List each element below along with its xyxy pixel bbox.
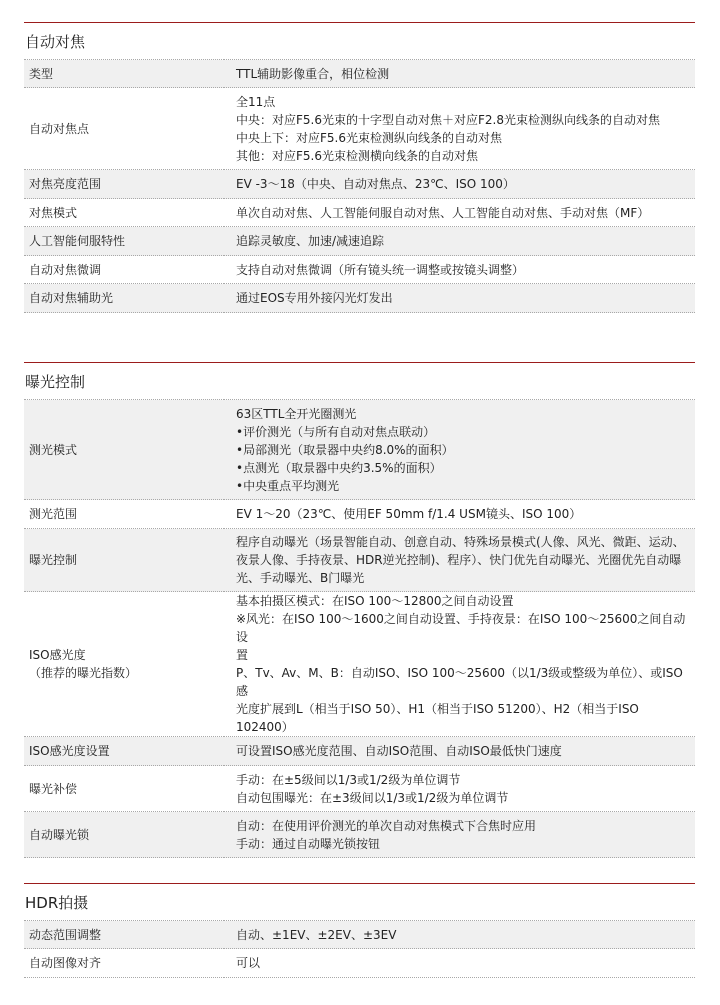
row-value: 63区TTL全开光圈测光 •评价测光（与所有自动对焦点联动） •局部测光（取景器中央约8.0%的面积） •点测光（取景器中央约3.5%的面积） •中央重点平均测光 — [224, 400, 695, 500]
row-value: 可以 — [224, 949, 695, 978]
row-label: 自动对焦辅助光 — [24, 284, 224, 313]
row-value: 可设置ISO感光度范围、自动ISO范围、自动ISO最低快门速度 — [224, 737, 695, 766]
row-value: 程序自动曝光（场景智能自动、创意自动、特殊场景模式(人像、风光、微距、运动、 夜景人像、手持夜景、HDR逆光控制)、程序）、快门优先自动曝光、光圈优先自动曝 光、手动曝光、B门曝光 — [224, 529, 695, 592]
row-label: ISO感光度设置 — [24, 737, 224, 766]
row-value: TTL辅助影像重合，相位检测 — [224, 60, 695, 88]
row-label: 自动对焦点 — [24, 88, 224, 170]
row-value: 支持自动对焦微调（所有镜头统一调整或按镜头调整） — [224, 256, 695, 284]
row-label: 人工智能伺服特性 — [24, 227, 224, 256]
section-title: 自动对焦 — [24, 22, 695, 59]
row-value: 通过EOS专用外接闪光灯发出 — [224, 284, 695, 313]
row-value: 追踪灵敏度、加速/减速追踪 — [224, 227, 695, 256]
table-row — [24, 400, 695, 500]
table-row — [24, 60, 695, 88]
row-label: 自动图像对齐 — [24, 949, 224, 978]
table-row — [24, 227, 695, 256]
row-label: 对焦模式 — [24, 199, 224, 227]
section-title: HDR拍摄 — [24, 883, 695, 920]
table-row — [24, 592, 695, 737]
row-value: 全11点 中央：对应F5.6光束的十字型自动对焦＋对应F2.8光束检测纵向线条的自动对焦 中央上下：对应F5.6光束检测纵向线条的自动对焦 其他：对应F5.6光束检测横向线条的自动对焦 — [224, 88, 695, 170]
row-label: 测光模式 — [24, 400, 224, 500]
row-value: EV 1～20（23℃、使用EF 50mm f/1.4 USM镜头、ISO 100） — [224, 500, 695, 529]
table-row — [24, 500, 695, 529]
table-row — [24, 921, 695, 949]
spec-table — [24, 920, 695, 978]
row-label: 动态范围调整 — [24, 921, 224, 949]
table-row — [24, 170, 695, 199]
row-value: 基本拍摄区模式：在ISO 100～12800之间自动设置 ※风光：在ISO 100～1600之间自动设置、手持夜景：在ISO 100～25600之间自动设 置 P、Tv、Av、M、B：自动ISO、ISO 100～25600（以1/3级或整级为单位）、或ISO感 光度扩展到L（相当于ISO 50）、H1（相当于ISO 51200）、H2（相当于ISO 102400） — [224, 592, 695, 737]
row-label: 自动对焦微调 — [24, 256, 224, 284]
section-title: 曝光控制 — [24, 362, 695, 399]
row-value: 单次自动对焦、人工智能伺服自动对焦、人工智能自动对焦、手动对焦（MF） — [224, 199, 695, 227]
row-value: 自动、±1EV、±2EV、±3EV — [224, 921, 695, 949]
row-value: 自动：在使用评价测光的单次自动对焦模式下合焦时应用 手动：通过自动曝光锁按钮 — [224, 812, 695, 858]
table-row — [24, 256, 695, 284]
table-row — [24, 284, 695, 313]
row-label: 测光范围 — [24, 500, 224, 529]
section-autofocus — [24, 22, 695, 313]
row-value: EV -3～18（中央、自动对焦点、23℃、ISO 100） — [224, 170, 695, 199]
row-value: 手动：在±5级间以1/3或1/2级为单位调节 自动包围曝光：在±3级间以1/3或1/2级为单位调节 — [224, 766, 695, 812]
table-row — [24, 199, 695, 227]
table-row — [24, 766, 695, 812]
row-label: 曝光补偿 — [24, 766, 224, 812]
row-label: 曝光控制 — [24, 529, 224, 592]
table-row — [24, 737, 695, 766]
section-hdr — [24, 883, 695, 978]
row-label: 对焦亮度范围 — [24, 170, 224, 199]
section-exposure — [24, 362, 695, 858]
row-label: ISO感光度 （推荐的曝光指数） — [24, 592, 224, 737]
row-label: 类型 — [24, 60, 224, 88]
table-row — [24, 949, 695, 978]
spec-table — [24, 59, 695, 313]
table-row — [24, 88, 695, 170]
table-row — [24, 812, 695, 858]
row-label: 自动曝光锁 — [24, 812, 224, 858]
spec-table — [24, 399, 695, 858]
table-row — [24, 529, 695, 592]
